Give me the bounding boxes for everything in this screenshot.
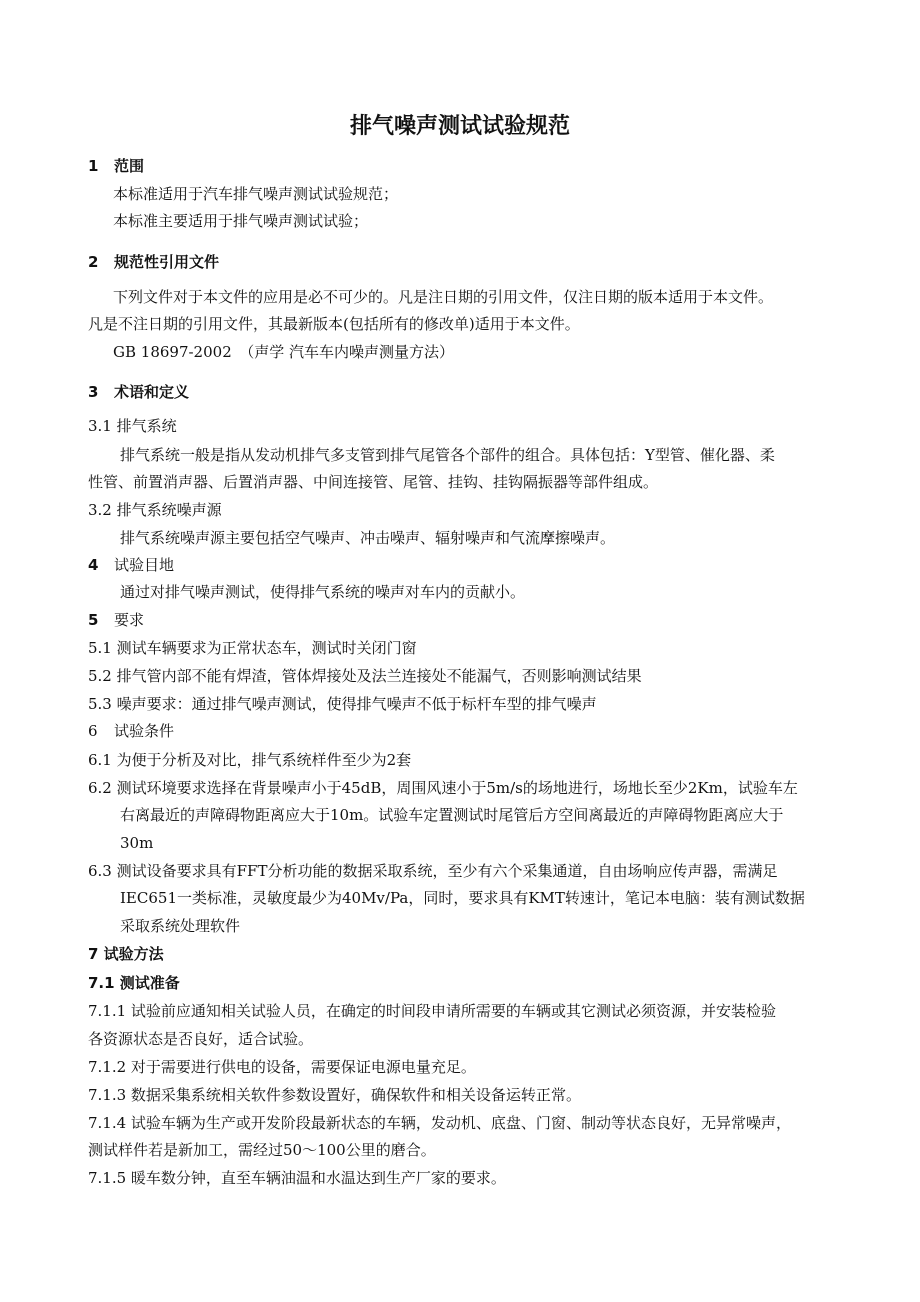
- list-item: 7.1.4 试验车辆为生产或开发阶段最新状态的车辆，发动机、底盘、门窗、制动等状态良好，无异常噪声，: [88, 1114, 791, 1132]
- section-number: 1: [88, 157, 99, 175]
- list-item: 7.1.1 试验前应通知相关试验人员，在确定的时间段申请所需要的车辆或其它测试必须资源，并安装检验: [88, 1002, 776, 1020]
- section-2-heading: [88, 252, 219, 272]
- list-item: 7.1.3 数据采集系统相关软件参数设置好，确保软件和相关设备运转正常。: [88, 1086, 581, 1104]
- paragraph: 本标准主要适用于排气噪声测试试验；: [113, 212, 369, 230]
- subsection-heading: 3.2 排气系统噪声源: [88, 501, 222, 519]
- subsection-heading: 7.1 测试准备: [88, 974, 180, 992]
- paragraph: 凡是不注日期的引用文件，其最新版本(包括所有的修改单)适用于本文件。: [88, 315, 580, 333]
- paragraph: 通过对排气噪声测试，使得排气系统的噪声对车内的贡献小。: [120, 583, 526, 601]
- section-5-heading: [88, 610, 144, 630]
- section-number: 5: [88, 611, 99, 629]
- section-3-heading: [88, 382, 189, 402]
- list-item: 6.3 测试设备要求具有FFT分析功能的数据采取系统，至少有六个采集通道，自由场响应传声器，需满足: [88, 862, 778, 880]
- list-item: 7.1.2 对于需要进行供电的设备，需要保证电源电量充足。: [88, 1058, 476, 1076]
- section-title: 规范性引用文件: [114, 253, 220, 271]
- list-item: 5.2 排气管内部不能有焊渣，管体焊接处及法兰连接处不能漏气，否则影响测试结果: [88, 667, 642, 685]
- document-title: 排气噪声测试试验规范: [349, 114, 570, 139]
- paragraph: 性管、前置消声器、后置消声器、中间连接管、尾管、挂钩、挂钩隔振器等部件组成。: [88, 473, 659, 491]
- section-number: 2: [88, 253, 99, 271]
- section-6-heading: [88, 721, 174, 741]
- paragraph: 下列文件对于本文件的应用是必不可少的。凡是注日期的引用文件，仅注日期的版本适用于本文件。: [113, 288, 774, 306]
- list-item-cont: 测试样件若是新加工，需经过50～100公里的磨合。: [88, 1141, 436, 1159]
- section-title: 要求: [114, 611, 145, 629]
- section-title: 试验目地: [114, 556, 175, 574]
- list-item: 6.1 为便于分析及对比，排气系统样件至少为2套: [88, 751, 412, 769]
- list-item-cont: 右离最近的声障碍物距离应大于10m。试验车定置测试时尾管后方空间离最近的声障碍物距离应大于: [120, 806, 784, 824]
- paragraph: 排气系统一般是指从发动机排气多支管到排气尾管各个部件的组合。具体包括：Y型管、催化器、柔: [120, 446, 775, 464]
- list-item-cont: IEC651一类标准，灵敏度最少为40Mv/Pa，同时，要求具有KMT转速计，笔记本电脑：装有测试数据: [120, 889, 805, 907]
- list-item-cont: 各资源状态是否良好，适合试验。: [88, 1030, 314, 1048]
- list-item-cont: 30m: [120, 834, 154, 852]
- section-number: 3: [88, 383, 99, 401]
- list-item-cont: 采取系统处理软件: [120, 917, 241, 935]
- section-title: 试验条件: [114, 722, 175, 740]
- list-item: 7.1.5 暖车数分钟，直至车辆油温和水温达到生产厂家的要求。: [88, 1169, 506, 1187]
- list-item: 5.1 测试车辆要求为正常状态车，测试时关闭门窗: [88, 639, 417, 657]
- section-title: 术语和定义: [114, 383, 190, 401]
- section-7-heading: 7 试验方法: [88, 945, 164, 963]
- section-1-heading: [88, 156, 144, 176]
- section-title: 范围: [114, 157, 145, 175]
- list-item: 6.2 测试环境要求选择在背景噪声小于45dB，周围风速小于5m/s的场地进行，场地长至少2Km，试验车左: [88, 779, 798, 797]
- section-number: 4: [88, 556, 99, 574]
- reference: GB 18697-2002 （声学 汽车车内噪声测量方法）: [113, 343, 455, 361]
- subsection-heading: 3.1 排气系统: [88, 417, 177, 435]
- section-number: 6: [88, 722, 98, 740]
- paragraph: 排气系统噪声源主要包括空气噪声、冲击噪声、辐射噪声和气流摩擦噪声。: [120, 529, 616, 547]
- paragraph: 本标准适用于汽车排气噪声测试试验规范；: [113, 185, 399, 203]
- list-item: 5.3 噪声要求：通过排气噪声测试，使得排气噪声不低于标杆车型的排气噪声: [88, 695, 597, 713]
- section-4-heading: [88, 555, 174, 575]
